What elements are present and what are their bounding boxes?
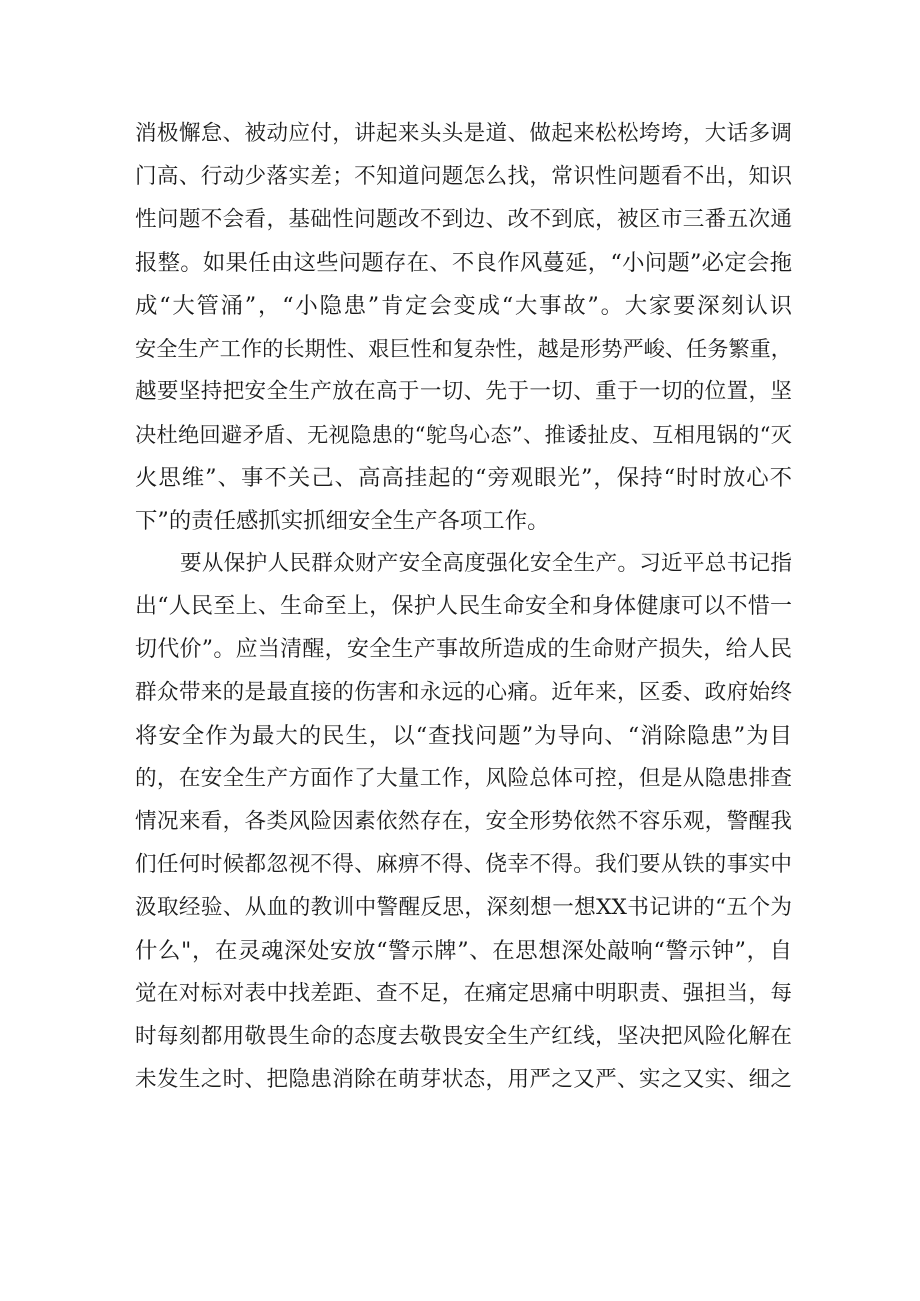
text-line: 的，在安全生产方面作了大量工作，风险总体可控，但是从隐患排查 bbox=[135, 766, 792, 791]
text-line: 火思维”、事不关己、高高挂起的“旁观眼光”，保持“时时放心不 bbox=[135, 465, 792, 491]
text-line: 消极懈怠、被动应付，讲起来头头是道、做起来松松垮垮，大话多调 bbox=[135, 121, 792, 146]
text-line: 门高、行动少落实差；不知道问题怎么找，常识性问题看不出，知识 bbox=[135, 164, 792, 189]
text-line: 觉在对标对表中找差距、查不足，在痛定思痛中明职责、强担当，每 bbox=[135, 981, 792, 1006]
text-line: 什么"，在灵魂深处安放“警示牌”、在思想深处敲响“警示钟”，自 bbox=[135, 938, 792, 964]
text-line: 切代价”。应当清醒，安全生产事故所造成的生命财产损失，给人民 bbox=[135, 637, 792, 662]
text-line: 安全生产工作的长期性、艰巨性和复杂性，越是形势严峻、任务繁重， bbox=[135, 336, 792, 361]
text-line: 时每刻都用敬畏生命的态度去敬畏安全生产红线，坚决把风险化解在 bbox=[135, 1024, 792, 1049]
text-line: 性问题不会看，基础性问题改不到边、改不到底，被区市三番五次通 bbox=[135, 207, 792, 232]
text-line: 汲取经验、从血的教训中警醒反思，深刻想一想XX书记讲的“五个为 bbox=[135, 895, 792, 920]
text-line: 决杜绝回避矛盾、无视隐患的“鸵鸟心态”、推诿扯皮、互相甩锅的“灭 bbox=[135, 422, 792, 447]
text-line: 未发生之时、把隐患消除在萌芽状态，用严之又严、实之又实、细之 bbox=[135, 1067, 792, 1092]
text-line: 们任何时候都忽视不得、麻痹不得、侥幸不得。我们要从铁的事实中 bbox=[135, 852, 792, 877]
text-line: 群众带来的是最直接的伤害和永远的心痛。近年来，区委、政府始终 bbox=[135, 680, 792, 705]
text-line: 越要坚持把安全生产放在高于一切、先于一切、重于一切的位置，坚 bbox=[135, 379, 792, 404]
text-line: 报整。如果任由这些问题存在、不良作风蔓延，“小问题”必定会拖 bbox=[135, 250, 792, 276]
text-line: 要从保护人民群众财产安全高度强化安全生产。习近平总书记指 bbox=[180, 551, 792, 576]
text-line: 出“人民至上、生命至上，保护人民生命安全和身体健康可以不惜一 bbox=[135, 594, 792, 619]
text-line: 情况来看，各类风险因素依然存在，安全形势依然不容乐观，警醒我 bbox=[135, 809, 792, 834]
text-line: 成“大管涌”，“小隐患”肯定会变成“大事故”。大家要深刻认识 bbox=[135, 293, 792, 319]
text-line: 下”的责任感抓实抓细安全生产各项工作。 bbox=[135, 508, 550, 534]
text-line: 将安全作为最大的民生，以“查找问题”为导向、“消除隐患”为目 bbox=[135, 723, 792, 749]
document-page bbox=[135, 113, 792, 1203]
